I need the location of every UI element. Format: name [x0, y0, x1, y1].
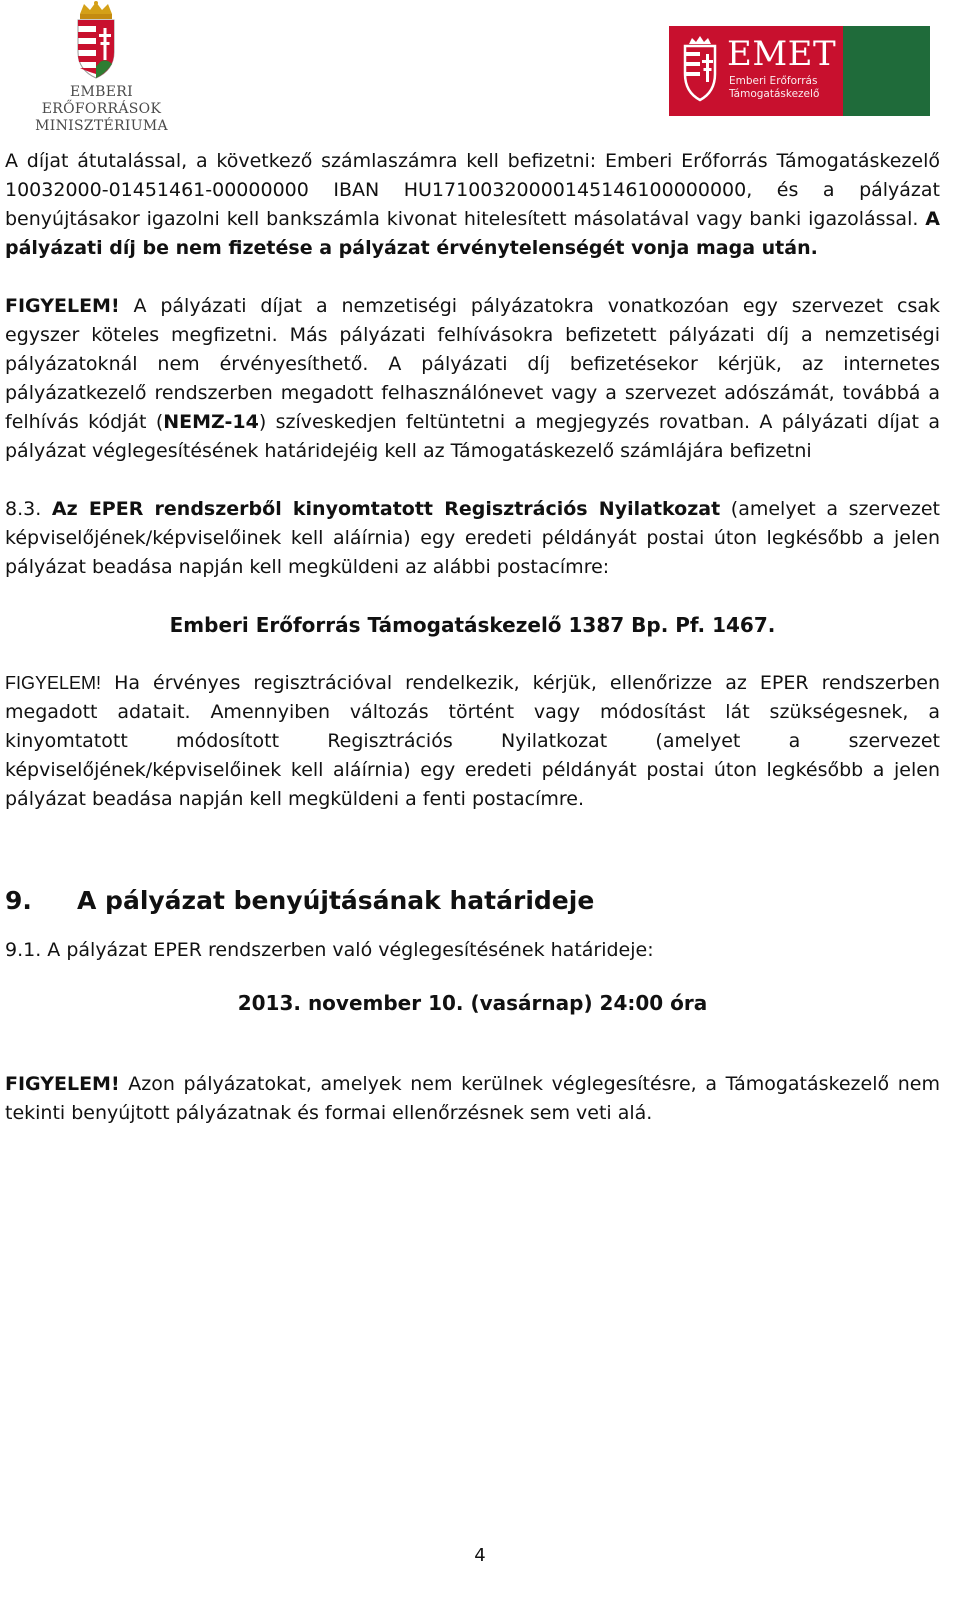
fee-notice-paragraph: [5, 292, 940, 466]
registration-text: (amelyet a szervezet képviselőjének/képviselőinek kell aláírnia) egy eredeti példányát postai úton legkésőbb a jelen pályázat beadása napján kell megküldeni az alábbi postacímre:: [5, 498, 940, 578]
ministry-name: [14, 84, 189, 135]
section-heading-title: A pályázat benyújtásának határideje: [77, 886, 595, 915]
deadline-date: 2013. november 10. (vasárnap) 24:00 óra: [237, 991, 708, 1015]
notice-label: FIGYELEM!: [5, 673, 102, 693]
hungarian-coat-of-arms-icon: [6, 0, 186, 84]
ministry-logo: [6, 0, 186, 134]
document-body: [5, 147, 940, 1128]
call-code: NEMZ-14: [163, 411, 259, 433]
fee-notice-text-2: ) szíveskedjen feltüntetni a megjegyzés rovatban. A pályázati díjat a pályázat véglegesítésének határidejéig kell az Támogatáskezelő számlájára befizetni: [5, 411, 940, 462]
emet-name: EMET: [727, 34, 837, 74]
page-number: 4: [474, 1545, 486, 1566]
payment-text: A díjat átutalással, a következő számlaszámra kell befizetni: Emberi Erőforrás Támogatáskezelő 10032000-01451461-00000000 IBAN HU17100320000145146100000000, és a pályázat benyújtásakor igazolni kell bankszámla kivonat hitelesített másolatával vagy banki igazolással.: [5, 150, 940, 230]
emet-subtitle: [729, 75, 819, 101]
section-heading-number: 9.: [5, 886, 32, 915]
emet-logo-red-field: [669, 26, 843, 116]
registration-paragraph: [5, 495, 940, 582]
section-number: 8.3.: [5, 498, 52, 520]
ministry-name-line1: EMBERI ERŐFORRÁSOK: [41, 84, 162, 117]
deadline-intro: 9.1. A pályázat EPER rendszerben való véglegesítésének határideje:: [5, 939, 654, 961]
payment-warning: A pályázati díj be nem fizetése a pályázat érvénytelenségét vonja maga után.: [5, 208, 940, 259]
emet-coat-of-arms-icon: [675, 36, 725, 106]
emet-sub-line1: Emberi Erőforrás: [729, 75, 818, 87]
ministry-name-line2: MINISZTÉRIUMA: [35, 118, 168, 134]
payment-paragraph: [5, 147, 940, 263]
emet-logo: [669, 26, 930, 116]
section-heading: [5, 884, 940, 918]
fee-notice-text-1: A pályázati díjat a nemzetiségi pályázatokra vonatkozóan egy szervezet csak egyszer köteles megfizetni. Más pályázati felhívásokra befizetett pályázati díj a nemzetiségi pályázatoknál nem érvényesíthető. A pályázati díj befizetésekor kérjük, az internetes pályázatkezelő rendszerben megadott felhasználónevet vagy a szervezet adószámát, továbbá a felhívás kódját (: [5, 295, 940, 433]
registration-notice-text: Ha érvényes regisztrációval rendelkezik, kérjük, ellenőrizze az EPER rendszerben megadott adatait. Amennyiben változás történt vagy módosítást lát szükségesnek, a kinyomtatott módosított Regisztrációs Nyilatkozat (amelyet a szervezet képviselőjének/képviselőinek kell aláírnia) egy eredeti példányát postai úton legkésőbb a jelen pályázat beadása napján kell megküldeni a fenti postacímre.: [5, 672, 940, 810]
registration-notice-paragraph: [5, 669, 940, 814]
emet-sub-line2: Támogatáskezelő: [729, 88, 820, 100]
notice-label: FIGYELEM!: [5, 1073, 120, 1095]
finalization-notice-paragraph: [5, 1070, 940, 1128]
postal-address: Emberi Erőforrás Támogatáskezelő 1387 Bp. Pf. 1467.: [169, 613, 776, 637]
registration-bold: Az EPER rendszerből kinyomtatott Regisztrációs Nyilatkozat: [51, 498, 721, 520]
emet-logo-green-field: [843, 26, 930, 116]
page-header: [0, 0, 960, 134]
notice-label: FIGYELEM!: [5, 295, 120, 317]
finalization-notice-text: Azon pályázatokat, amelyek nem kerülnek véglegesítésre, a Támogatáskezelő nem tekinti benyújtott pályázatnak és formai ellenőrzésnek sem veti alá.: [5, 1073, 940, 1124]
